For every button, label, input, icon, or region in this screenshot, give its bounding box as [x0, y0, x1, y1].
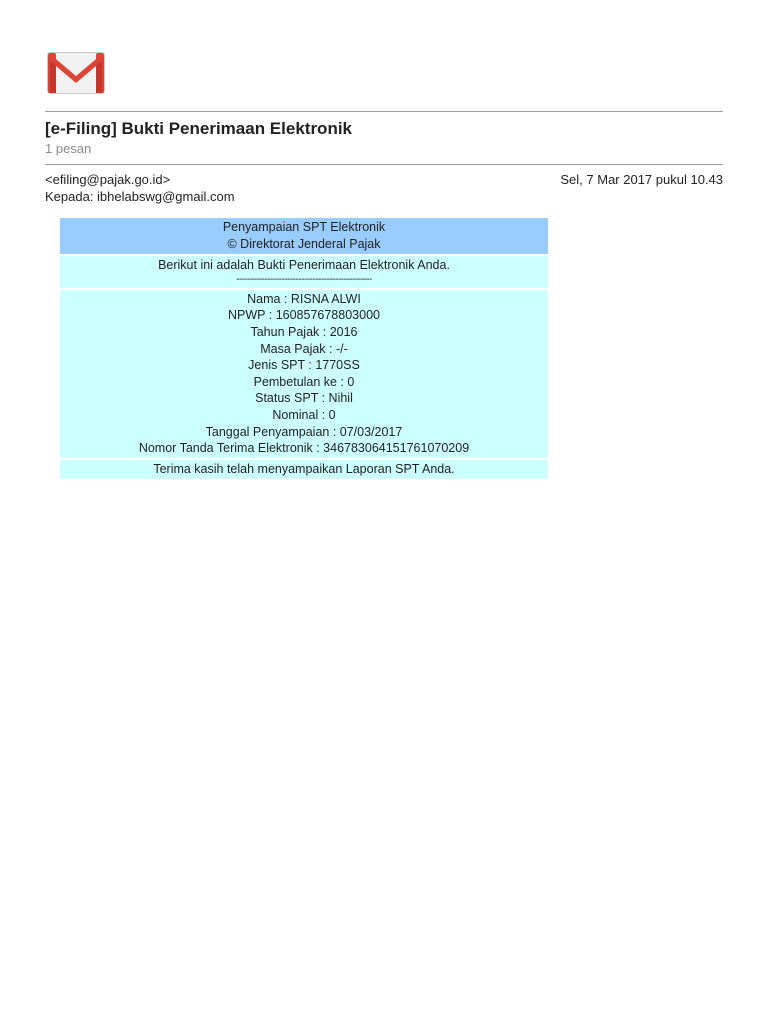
- field-status-spt: Status SPT : Nihil: [255, 391, 353, 406]
- field-pembetulan: Pembetulan ke : 0: [253, 374, 355, 389]
- sender-address: <efiling@pajak.go.id>: [45, 172, 171, 187]
- receipt-separator: ------------------------------------------------: [236, 273, 372, 285]
- gmail-logo-icon: [47, 52, 105, 94]
- receipt-intro-text: Berikut ini adalah Bukti Penerimaan Elektronik Anda.: [158, 258, 450, 273]
- message-count: 1 pesan: [45, 141, 92, 156]
- receipt-details: [60, 290, 548, 458]
- field-npwp: NPWP : 160857678803000: [228, 308, 380, 323]
- field-masa-pajak: Masa Pajak : -/-: [260, 341, 348, 356]
- field-tanggal-penyampaian: Tanggal Penyampaian : 07/03/2017: [205, 424, 403, 439]
- field-nomor-tanda-terima: Nomor Tanda Terima Elektronik : 346783064151761070209: [138, 441, 470, 456]
- field-nama: Nama : RISNA ALWI: [247, 291, 361, 306]
- receipt-header-copyright: © Direktorat Jenderal Pajak: [227, 236, 381, 251]
- receipt-thanks-text: Terima kasih telah menyampaikan Laporan SPT Anda.: [153, 461, 455, 476]
- receipt-header-title: Penyampaian SPT Elektronik: [222, 220, 386, 234]
- sent-date: Sel, 7 Mar 2017 pukul 10.43: [560, 172, 723, 187]
- field-nominal: Nominal : 0: [272, 407, 336, 422]
- field-tahun-pajak: Tahun Pajak : 2016: [250, 324, 358, 339]
- field-jenis-spt: Jenis SPT : 1770SS: [248, 358, 360, 373]
- receipt-intro: [60, 256, 548, 288]
- email-subject: [e-Filing] Bukti Penerimaan Elektronik: [45, 119, 353, 138]
- subject-divider: [45, 164, 723, 165]
- receipt-thanks: [60, 460, 548, 480]
- recipient-address: Kepada: ibhelabswg@gmail.com: [45, 189, 235, 204]
- receipt-table: [60, 218, 548, 479]
- receipt-header: [60, 218, 548, 254]
- header-divider: [45, 111, 723, 112]
